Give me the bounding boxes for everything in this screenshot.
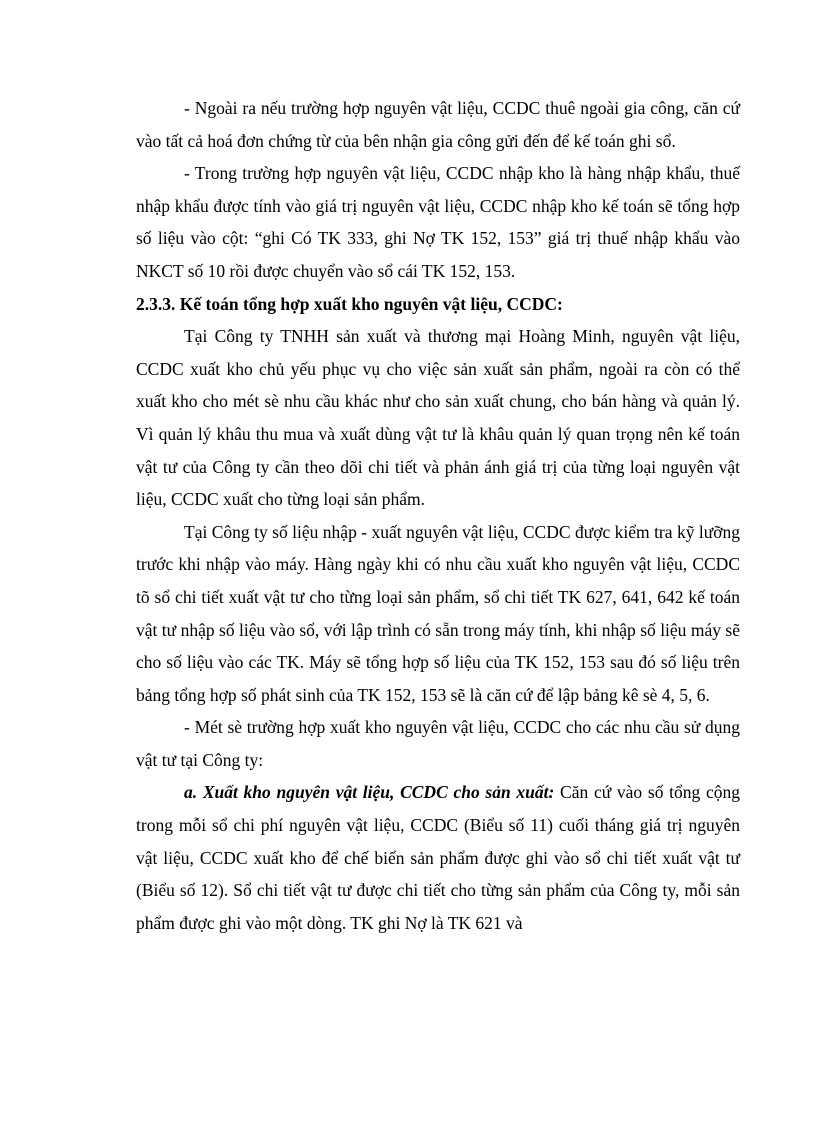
paragraph-import-tax: - Trong trường hợp nguyên vật liệu, CCDC nhập kho là hàng nhập khẩu, thuế nhập khẩu được tính vào giá trị nguyên vật liệu, CCDC nhập kho kế toán sẽ tổng hợp số liệu vào cột: “ghi Có TK 333, ghi Nợ TK 152, 153” giá trị thuế nhập khẩu vào NKCT số 10 rồi được chuyển vào sổ cái TK 152, 153. (136, 163, 740, 281)
paragraph-lead: a. Xuất kho nguyên vật liệu, CCDC cho sản xuất: (184, 782, 555, 803)
document-page (136, 92, 740, 939)
paragraph-cases-intro: - Mét sè trường hợp xuất kho nguyên vật liệu, CCDC cho các nhu cầu sử dụng vật tư tại Công ty: (136, 717, 740, 770)
paragraph-body: Căn cứ vào số tổng cộng trong mỗi sổ chi phí nguyên vật liệu, CCDC (Biểu số 11) cuối tháng giá trị nguyên vật liệu, CCDC xuất kho để chế biến sản phẩm được ghi vào sổ chi tiết xuất vật tư (Biểu số 12). Sổ chi tiết vật tư được chi tiết cho từng sản phẩm của Công ty, mỗi sản phẩm được ghi vào một dòng. TK ghi Nợ là TK 621 và (136, 782, 740, 933)
paragraph-company-issue: Tại Công ty TNHH sản xuất và thương mại Hoàng Minh, nguyên vật liệu, CCDC xuất kho chủ yếu phục vụ cho việc sản xuất sản phẩm, ngoài ra còn có thể xuất kho cho mét sè nhu cầu khác như cho sản xuất chung, cho bán hàng và quản lý. Vì quản lý khâu thu mua và xuất dùng vật tư là khâu quản lý quan trọng nên kế toán vật tư của Công ty cần theo dõi chi tiết và phản ánh giá trị của từng loại nguyên vật liệu, CCDC xuất cho từng loại sản phẩm. (136, 326, 740, 510)
section-heading: 2.3.3. Kế toán tổng hợp xuất kho nguyên vật liệu, CCDC: (136, 293, 563, 314)
paragraph-outsourced-processing: - Ngoài ra nếu trường hợp nguyên vật liệu, CCDC thuê ngoài gia công, căn cứ vào tất cả hoá đơn chứng từ của bên nhận gia công gửi đến để kế toán ghi sổ. (136, 98, 740, 151)
paragraph-data-entry: Tại Công ty số liệu nhập - xuất nguyên vật liệu, CCDC được kiểm tra kỹ lưỡng trước khi nhập vào máy. Hàng ngày khi có nhu cầu xuất kho nguyên vật liệu, CCDC tõ sổ chi tiết xuất vật tư cho từng loại sản phẩm, sổ chi tiết TK 627, 641, 642 kế toán vật tư nhập số liệu vào sổ, với lập trình có sẵn trong máy tính, khi nhập số liệu máy sẽ cho số liệu vào các TK. Máy sẽ tổng hợp số liệu của TK 152, 153 sau đó số liệu trên bảng tổng hợp số phát sinh của TK 152, 153 sẽ là căn cứ để lập bảng kê sè 4, 5, 6. (136, 521, 740, 705)
paragraph-production-issue (136, 776, 740, 939)
